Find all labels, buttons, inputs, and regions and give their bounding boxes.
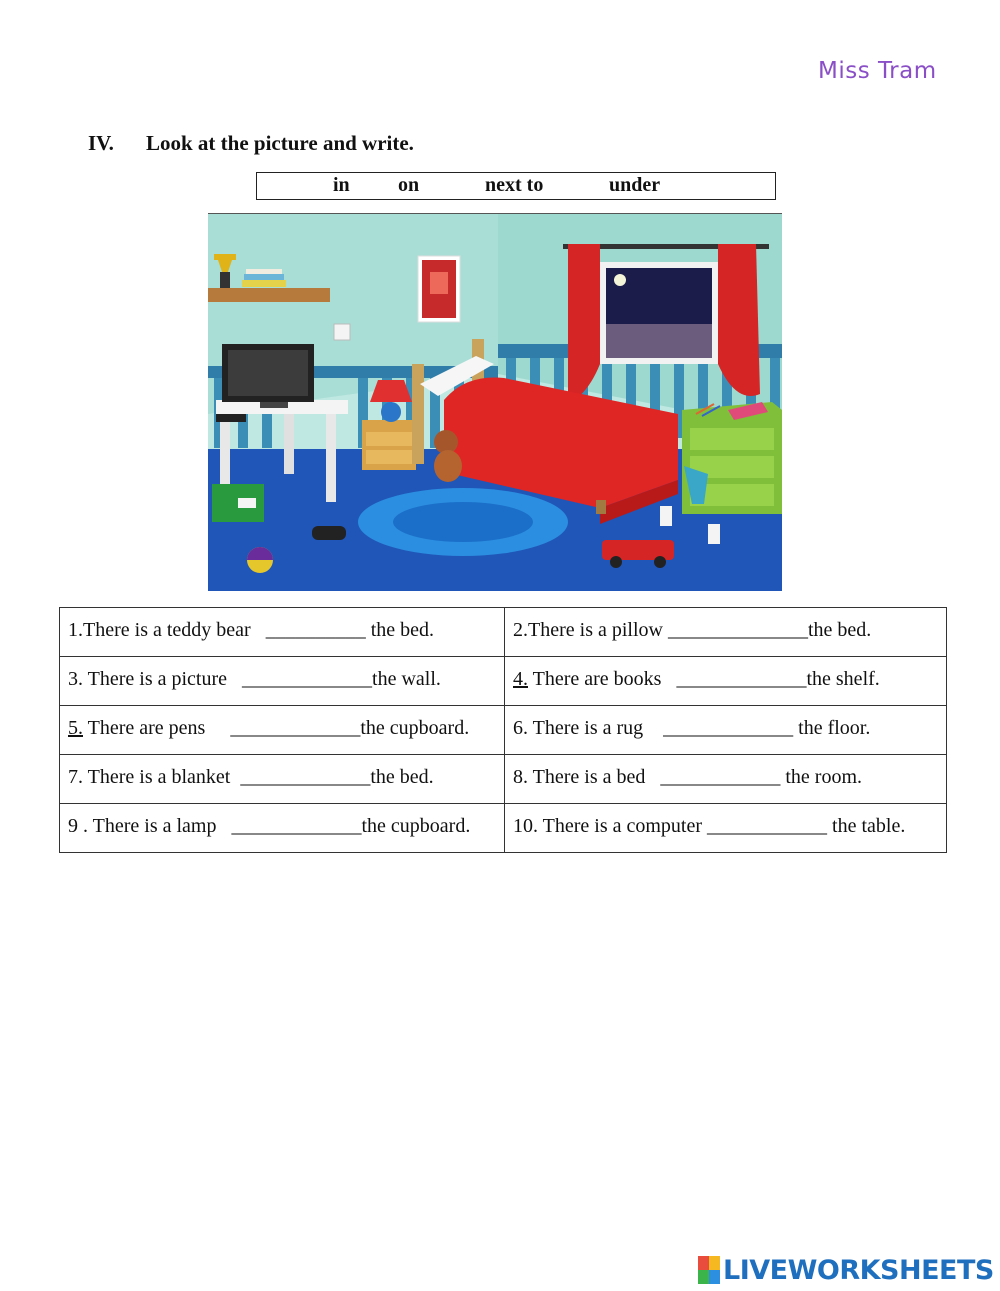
exercise-3: 3. There is a picture _____________the wall.: [60, 657, 505, 706]
answer-blank[interactable]: _____________: [663, 717, 794, 739]
answer-blank[interactable]: ____________: [660, 766, 781, 788]
word-bank: [256, 172, 776, 200]
word-bank-item: in: [333, 174, 350, 196]
exercise-7: 7. There is a blanket _____________the bed.: [60, 755, 505, 804]
answer-blank[interactable]: _____________: [240, 766, 371, 788]
section-number: IV.: [88, 131, 114, 155]
answer-blank[interactable]: ____________: [707, 815, 828, 837]
exercise-4: 4. There are books _____________the shelf.: [505, 657, 947, 706]
exercise-8: 8. There is a bed ____________ the room.: [505, 755, 947, 804]
answer-blank[interactable]: __________: [265, 619, 366, 641]
table-row: [60, 804, 947, 853]
exercise-table: [59, 607, 947, 853]
exercise-10: 10. There is a computer ____________ the table.: [505, 804, 947, 853]
liveworksheets-logo: [698, 1254, 994, 1286]
exercise-5: 5. There are pens _____________the cupboard.: [60, 706, 505, 755]
answer-blank[interactable]: _____________: [230, 717, 361, 739]
answer-blank[interactable]: _____________: [242, 668, 373, 690]
author-name: Miss Tram: [818, 58, 937, 84]
exercise-1: 1.There is a teddy bear __________ the bed.: [60, 608, 505, 657]
answer-blank[interactable]: _____________: [231, 815, 362, 837]
answer-blank[interactable]: ______________: [667, 619, 808, 641]
exercise-2: 2.There is a pillow ______________the bed.: [505, 608, 947, 657]
table-row: [60, 755, 947, 804]
bedroom-illustration: [208, 213, 782, 592]
word-bank-item: on: [398, 174, 420, 196]
table-row: [60, 706, 947, 755]
table-row: [60, 608, 947, 657]
answer-blank[interactable]: _____________: [676, 668, 807, 690]
word-bank-item: under: [609, 174, 661, 196]
brand-name: LIVEWORKSHEETS: [723, 1254, 994, 1286]
table-row: [60, 657, 947, 706]
brand-icon: [698, 1256, 720, 1284]
section-title: Look at the picture and write.: [146, 131, 414, 155]
exercise-6: 6. There is a rug _____________ the floor.: [505, 706, 947, 755]
exercise-9: 9 . There is a lamp _____________the cupboard.: [60, 804, 505, 853]
word-bank-item: next to: [485, 174, 544, 196]
books: [242, 280, 286, 287]
shelf: [208, 288, 330, 302]
curtain-right: [718, 244, 760, 396]
section-heading: [88, 131, 414, 156]
